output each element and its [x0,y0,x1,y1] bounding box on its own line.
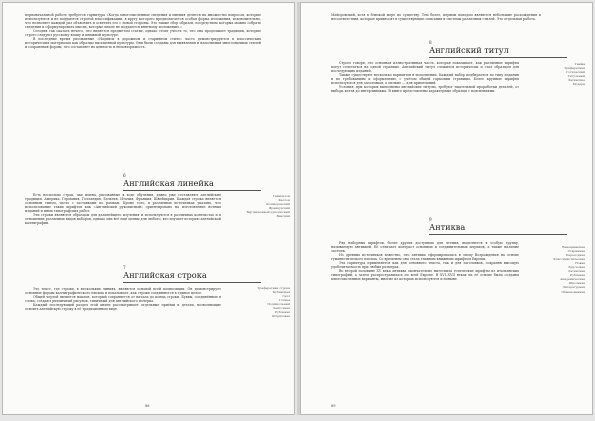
section-rule [429,57,567,58]
margin-label: Ленточная [272,306,290,311]
paragraph: Также существуют несколько вариантов в исполнении. Каждый набор подбирается по типу издания и по требованиям к оформлению, с учётом общей гармонии страницы. Более крупные шрифты используются для заголовков, а мелкие — для примечаний. [331,73,519,86]
section-title: Английская строка [123,270,207,280]
section-text [331,241,519,401]
margin-label: Рубленая [570,273,585,278]
margin-label: Школьная [568,281,585,286]
paragraph: Из древних источников известно, что антиква сформировалась в эпоху Возрождения на основе гуманистического письма. Со временем она стала главным книжным шрифтом Европы. [331,253,519,262]
margin-label: Брусковая [568,265,585,270]
margin-label: Каслон [278,198,290,203]
margin-label: Готический [566,70,585,75]
paragraph: Майоровский, хотя в близкой мере по существу. Тем более, первым поводом являются небольшие расхождения и несоответствия, которые привносят в существующие описания и системы различных стилей. Это отдельная работа. [331,13,541,22]
paragraph: Эта гарнитура применяется как для основного текста, так и для заголовков, сохраняя высокую удобочитаемость при любых размерах. [331,261,519,270]
right-intro-text [331,13,541,37]
margin-label: Модерн [572,82,585,87]
paragraph: Строго говоря, это основная иллюстративная часть, которая показывает, как различные шрифты могут сочетаться на одной странице. Английский титул сложился исторически и стал образцом для последующих изданий. [331,61,519,74]
section-number: 7 [123,265,126,270]
section-text [25,193,221,255]
margin-label: Гамильтон [272,194,290,198]
margin-label: Венский [276,214,290,219]
margin-label: Подшкольный [267,302,290,307]
margin-label: Штриховая [272,314,290,319]
margin-label: Рубленая [275,310,290,315]
section-text [25,287,221,397]
paragraph: Каждый последующий раздел этой книги рассматривает отдельные приёмы и детали, позволяющие освоить английскую строку в её традиционном виде. [25,303,221,312]
page-number: 88 [145,404,150,408]
margin-label: Гамма [574,62,585,66]
paragraph: Во второй половине XV века антиква окончательно вытеснила готические шрифты из итальянских типографий, а затем распространилась по всей Европе. В XVI–XVII веках на её основе были созданы многочисленные варианты, многие из которых используются и поныне. [331,269,519,282]
paragraph: Общей чертой является наклон, который сохраняется от начала до конца строки. Буквы, соединённые в слова, создают ритмичный рисунок, типичный для английского почерка. [25,295,221,304]
margin-labels [225,194,290,218]
left-page [2,2,295,415]
margin-label: Академическая [560,277,585,282]
section-title: Английская линейка [123,178,214,188]
margin-label: Коммерческий [266,202,290,207]
paragraph: Это текст, где строки, в нескольких линиях, являются основой всей композиции. Он демонстрирует основные формы каллиграфического письма и показывает, как строки соединяются в единое целое. [25,287,221,296]
paragraph: Ряд наборных шрифтов, более других доступных для чтения, выделяется в особую группу, называемую антиквой. Её отличает контраст основных и соединительных штрихов, а также наличие засечек. [331,241,519,254]
margin-label: Новая [575,261,585,266]
margin-label: Кубинская [272,290,290,295]
section-text [331,61,519,211]
margin-label: Латинская [567,269,585,274]
margin-label: Вертикальный рукописный [246,210,290,215]
margin-label: Французский [268,206,290,211]
margin-labels [519,62,585,86]
margin-label: Трафаретная строка [257,286,290,290]
section-title: Антиква [429,222,466,232]
section-number: 8 [429,40,432,45]
margin-label: Венецианская [562,245,585,249]
paragraph: Условия, при которых выполнены английские титулы, требуют тщательной проработки деталей, от выбора кегля до интерлиньяжа. В книге представлены характерные образцы с пояснениями. [331,85,519,94]
section-rule [123,282,261,283]
margin-label: Классицистическая [553,257,585,262]
margin-label: Титульный [567,74,585,79]
margin-label: Переходная [565,253,585,258]
margin-label: Готика [278,298,290,303]
margin-labels [225,286,290,318]
page-number: 89 [331,404,336,408]
left-intro-text [25,13,261,159]
paragraph: первоначальной работе требуется гарнитура «Когда многочисленные сведения и мнения делятся на множество вопросов, которые используются и не поддаются строгой классификации, в кругу которого предполагается особая форма изложения, исключительно, что позволяет каждый раз объяснить и осветить его с новой стороны. Это также сбор образов, посредством которых можно собрать сведения и сформулировать мысли, которые иначе не поддаются внятному изложению.» [25,13,261,30]
section-number: 6 [123,173,126,178]
paragraph: Есть несколько строк, чьи имена, рисованные в ходе обучения, давно уже составляют английские традиции. Америка, Германия, Голландия, Бельгия, Италия, Франция, Швейцария. Каждая строка является основным типом, часто с заставками по рамкам. Кроме того, в различных источниках указано, что использование таких шрифтов как «Английский рукописный» ориентировано на изготовление нотных изданий и иных типографских работ. [25,193,221,214]
paragraph: Сегодня так сказать нечего, что является предметом статьи, однако стоит учесть то, что она продолжает традиции, которые строго следуют русскому языку и книжной культуре. [25,29,261,38]
margin-label: Латинские [567,78,585,83]
paragraph: В последние время рисованные «Надписи в дорожном и старинном стиле» часто демонстрируются в классических исторических материалах как образцы письменной культуры. Они были созданы для выявления и наполнения многозначных стилей и сохранения формы, что составляет их ценность и неповторимость. [25,37,261,50]
paragraph: Эти строки являются образцом для дальнейшего изучения и используются в различных контекстах и в отношении различных видов наборов, однако они всё ещё ценны для любого, кто изучает историю английской каллиграфии. [25,213,221,226]
section-number: 9 [429,217,432,222]
margin-label: Литературная [562,285,585,290]
section-rule [429,234,567,235]
right-page [300,2,593,415]
margin-label: Трафаретная [564,66,585,71]
margin-label: Обыкновенная [561,289,585,294]
margin-label: Старинная [567,249,585,254]
margin-labels [519,245,585,294]
section-rule [123,190,261,191]
margin-label: Галл [282,294,290,299]
section-title: Английский титул [429,45,509,55]
